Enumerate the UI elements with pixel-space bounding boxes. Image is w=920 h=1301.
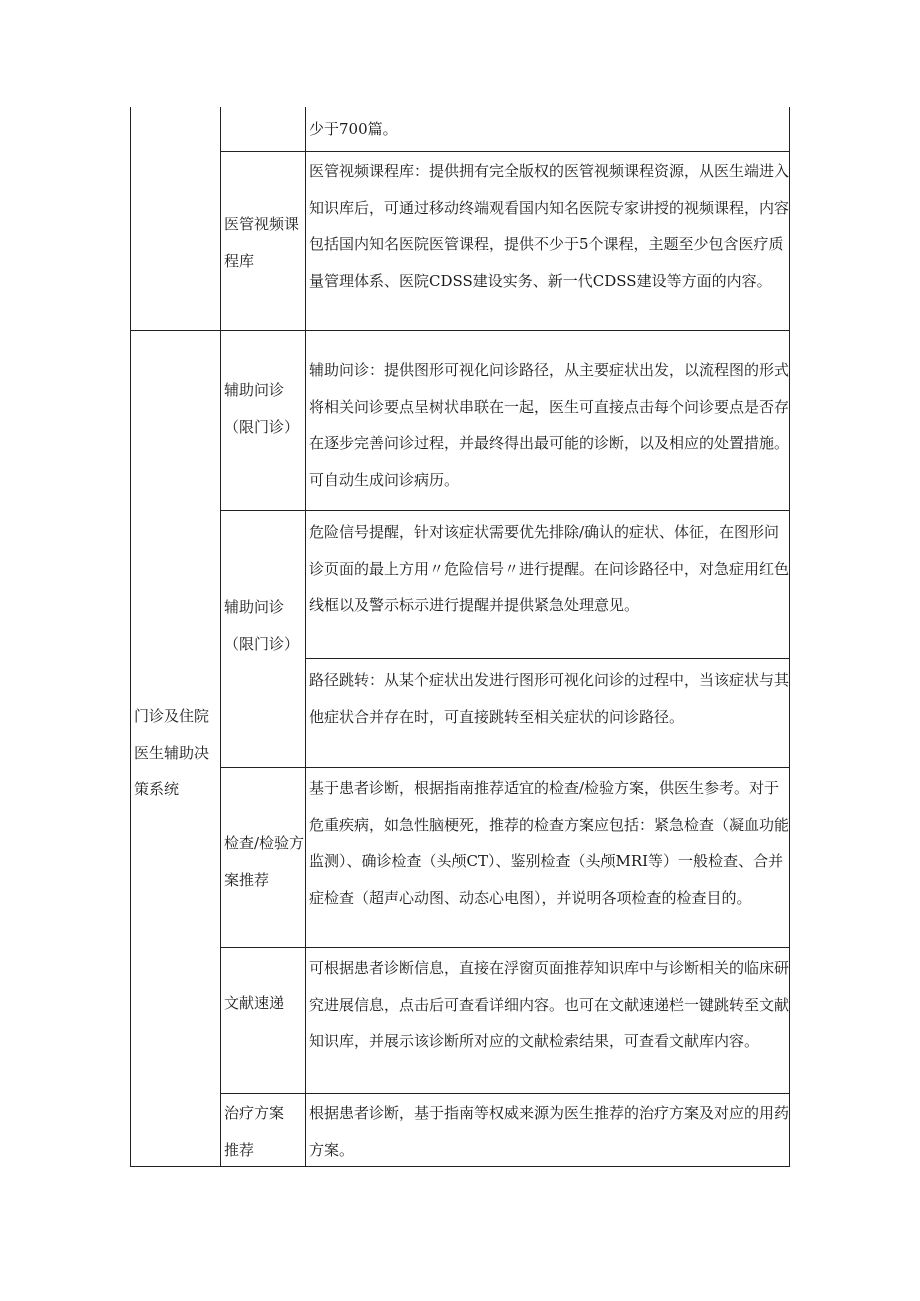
- table-border-left: [130, 107, 131, 1167]
- video-course-text: 医管视频课程库：提供拥有完全版权的医管视频课程资源，从医生端进入知识库后，可通过移动终端观看国内知名医院专家讲授的视频课程，内容包括国内知名医院医管课程，提供不少于5个课程，主题至少包含医疗质量管理体系、医院CDSS建设实务、新一代CDSS建设等方面的内容。: [309, 162, 790, 290]
- assist-inquiry-text: 辅助问诊：提供图形可视化问诊路径，从主要症状出发，以流程图的形式将相关问诊要点呈树状串联在一起，医生可直接点击每个问诊要点是否存在逐步完善问诊过程，并最终得出最可能的诊断，以及相应的处置措施。可自动生成问诊病历。: [309, 361, 790, 489]
- literature-text: 可根据患者诊断信息，直接在浮窗页面推荐知识库中与诊断相关的临床研究进展信息，点击后可查看详细内容。也可在文献速递栏一键跳转至文献知识库，并展示该诊断所对应的文献检索结果，可查看文献库内容。: [309, 959, 790, 1050]
- exam-plan-label: 检查/检验方案推荐: [224, 834, 305, 889]
- path-jump-text: 路径跳转：从某个症状出发进行图形可视化问诊的过程中，当该症状与其他症状合并存在时，可直接跳转至相关症状的问诊路径。: [309, 671, 790, 726]
- continued-text: 少于700篇。: [309, 120, 398, 138]
- danger-signal-text: 危险信号提醒，针对该症状需要优先排除/确认的症状、体征，在图形问诊页面的最上方用〃危险信号〃进行提醒。在问诊路径中，对急症用红色线框以及警示标示进行提醒并提供紧急处理意见。: [309, 523, 790, 614]
- row-divider: [220, 510, 790, 511]
- treatment-plan-text: 根据患者诊断，基于指南等权威来源为医生推荐的治疗方案及对应的用药方案。: [309, 1104, 790, 1159]
- row-divider: [130, 330, 790, 331]
- row-divider: [220, 151, 790, 152]
- exam-plan-text: 基于患者诊断，根据指南推荐适宜的检查/检验方案，供医生参考。对于危重疾病，如急性脑梗死，推荐的检查方案应包括：紧急检查（凝血功能监测）、确诊检查（头颅CT）、鉴别检查（头颅MRI等）一般检查、合并症检查（超声心动图、动态心电图），并说明各项检查的检查目的。: [309, 779, 790, 907]
- row-divider: [305, 658, 790, 659]
- row-divider: [220, 947, 790, 948]
- treatment-plan-label: 治疗方案推荐: [224, 1104, 285, 1159]
- row-divider: [220, 767, 790, 768]
- row-divider: [220, 1093, 790, 1094]
- video-course-label: 医管视频课程库: [224, 215, 300, 270]
- system-label: 门诊及住院医生辅助决策系统: [134, 707, 210, 798]
- danger-signal-label: 辅助问诊（限门诊）: [224, 598, 300, 653]
- assist-inquiry-label: 辅助问诊（限门诊）: [224, 381, 300, 436]
- literature-label: 文献速递: [224, 994, 285, 1012]
